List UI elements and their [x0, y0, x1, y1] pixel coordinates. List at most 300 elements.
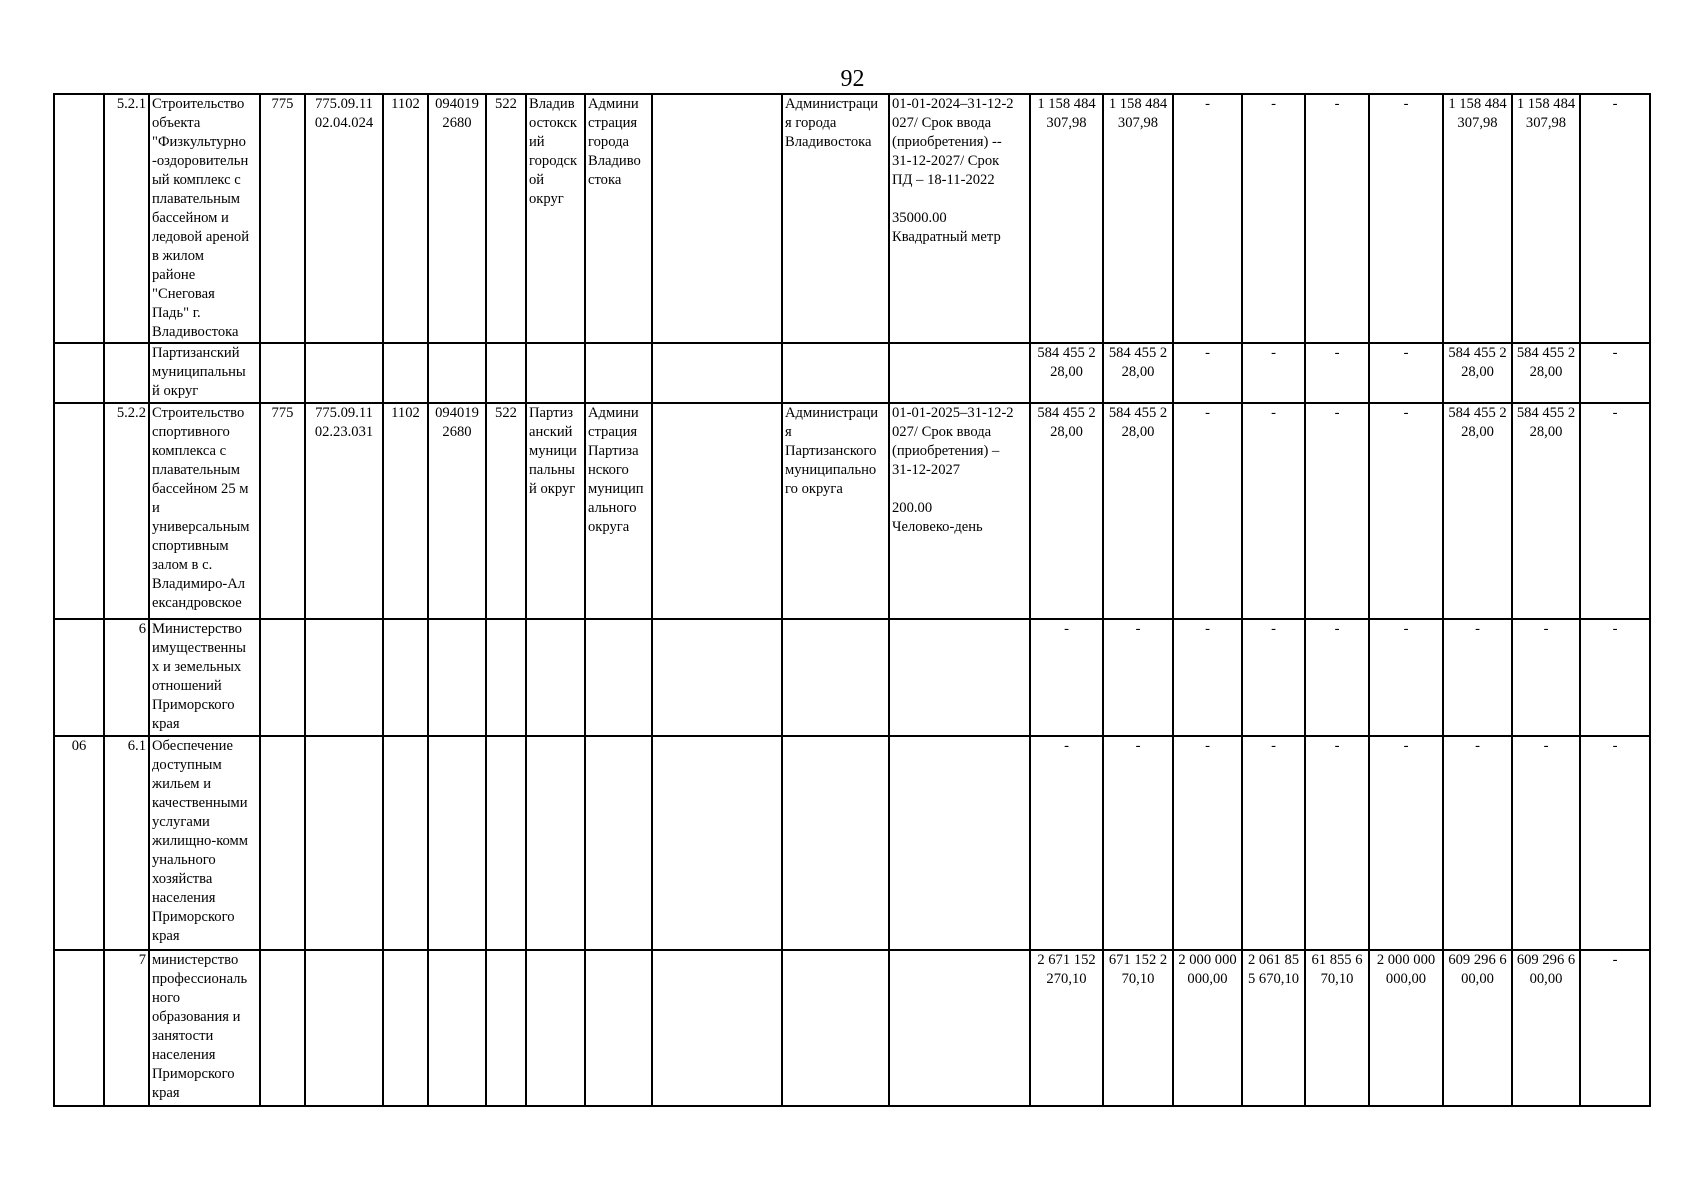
cell-line: ий: [529, 134, 545, 150]
cell-municipality: [526, 619, 585, 736]
cell-line: 000,00: [1187, 971, 1228, 987]
cell-line: ександровское: [152, 595, 242, 611]
cell-customer: [585, 619, 652, 736]
cell-line: 2680: [442, 424, 472, 440]
cell-customer: [585, 94, 652, 343]
cell-line: -: [1403, 96, 1409, 112]
cell-line: -: [1612, 345, 1618, 361]
cell-line: плавательным: [152, 191, 241, 207]
cell-line: -оздоровительн: [152, 153, 249, 169]
cell-line: хозяйства: [152, 871, 213, 887]
cell-name: [149, 94, 260, 343]
cell-amount-6: [1369, 736, 1443, 950]
cell-line: населения: [152, 890, 216, 906]
cell-line: анский: [529, 424, 573, 440]
cell-line: 094019: [435, 405, 479, 421]
cell-line: 1 158 484: [1516, 96, 1576, 112]
cell-line: 027/ Срок ввода: [892, 424, 992, 440]
cell-line: "Снеговая: [152, 286, 215, 302]
cell-csr-code: [428, 950, 486, 1106]
cell-csr-code: [428, 403, 486, 619]
cell-grbs-code: [260, 343, 305, 403]
table-row: [54, 94, 1650, 343]
cell-line: муницип: [588, 481, 644, 497]
cell-line: Приморского: [152, 697, 235, 713]
cell-line: я города: [785, 115, 837, 131]
cell-line: Строительство: [152, 96, 245, 112]
cell-line: Приморского: [152, 909, 235, 925]
cell-section-code: [54, 343, 104, 403]
cell-vr-code: [486, 343, 526, 403]
cell-municipality: [526, 736, 585, 950]
cell-line: -: [1403, 405, 1409, 421]
cell-line: "Физкультурно: [152, 134, 246, 150]
cell-line: 584 455 2: [1037, 405, 1096, 421]
cell-line: 28,00: [1461, 364, 1494, 380]
cell-line: 28,00: [1529, 364, 1563, 380]
cell-vr-code: [486, 950, 526, 1106]
cell-amount-9: [1580, 736, 1650, 950]
cell-line: и: [152, 500, 160, 516]
cell-line: муниципально: [785, 462, 877, 478]
cell-line: 671 152 2: [1108, 952, 1168, 968]
cell-amount-9: [1580, 403, 1650, 619]
cell-csr-code: [428, 619, 486, 736]
cell-line: 775.09.11: [315, 96, 373, 112]
cell-amount-9: [1580, 94, 1650, 343]
cell-amount-6: [1369, 343, 1443, 403]
cell-grbs-code: [260, 619, 305, 736]
cell-amount-6: [1369, 94, 1443, 343]
cell-amount-8: [1512, 403, 1580, 619]
cell-line: 2 061 85: [1247, 952, 1300, 968]
cell-line: края: [152, 928, 180, 944]
cell-deadlines-capacity: [889, 403, 1030, 619]
cell-line: 00,00: [1529, 971, 1563, 987]
cell-line: плавательным: [152, 462, 241, 478]
cell-line: х и земельных: [152, 659, 242, 675]
cell-amount-5: [1305, 94, 1369, 343]
cell-line: -: [1271, 405, 1276, 421]
cell-line: й округ: [529, 481, 576, 497]
cell-line: 2680: [442, 115, 472, 131]
cell-amount-8: [1512, 619, 1580, 736]
cell-vr-code: 522: [486, 403, 526, 619]
cell-amount-4: [1242, 736, 1305, 950]
cell-total-amount: [1030, 619, 1103, 736]
cell-name: [149, 950, 260, 1106]
cell-amount-8: [1512, 950, 1580, 1106]
cell-line: населения: [152, 1047, 216, 1063]
cell-item-number: 6: [104, 619, 149, 736]
cell-grbs-code: [260, 736, 305, 950]
cell-section-subsection: [383, 736, 428, 950]
table-row: [54, 343, 1650, 403]
cell-section-code: [54, 94, 104, 343]
cell-line: страция: [588, 115, 638, 131]
cell-column-11: [652, 950, 782, 1106]
cell-line: образования и: [152, 1009, 241, 1025]
cell-line: -: [1064, 621, 1069, 637]
cell-line: ой: [529, 172, 545, 188]
cell-line: -: [1403, 738, 1409, 754]
cell-line: (приобретения) –: [892, 443, 1000, 459]
page-number: 92: [840, 66, 865, 92]
cell-line: 584 455 2: [1108, 345, 1168, 361]
cell-line: Министерство: [152, 621, 242, 637]
cell-line: министерство: [152, 952, 239, 968]
cell-line: 01-01-2024–31-12-2: [892, 96, 1014, 112]
cell-line: й округ: [152, 383, 199, 399]
cell-amount-9: [1580, 619, 1650, 736]
cell-amount-2: [1103, 343, 1173, 403]
cell-line: районе: [152, 267, 196, 283]
cell-line: в жилом: [152, 248, 204, 264]
cell-line: округа: [588, 519, 630, 535]
cell-line: -: [1135, 738, 1141, 754]
cell-line: муници: [529, 443, 577, 459]
cell-line: 31-12-2027/ Срок: [892, 153, 1000, 169]
cell-section-code: 06: [54, 736, 104, 950]
cell-amount-3: [1173, 950, 1242, 1106]
cell-customer: [585, 950, 652, 1106]
cell-line: -: [1543, 621, 1549, 637]
cell-line: 775.09.11: [315, 405, 373, 421]
cell-total-amount: [1030, 94, 1103, 343]
table-row: [54, 403, 1650, 619]
cell-line: 609 296 6: [1516, 952, 1576, 968]
cell-target-article: [305, 94, 383, 343]
cell-line: 01-01-2025–31-12-2: [892, 405, 1014, 421]
cell-line: 2 671 152: [1037, 952, 1096, 968]
cell-item-number: 5.2.2: [104, 403, 149, 619]
cell-item-number: 7: [104, 950, 149, 1106]
cell-line: края: [152, 1085, 180, 1101]
cell-amount-5: [1305, 950, 1369, 1106]
cell-csr-code: [428, 343, 486, 403]
cell-amount-6: [1369, 950, 1443, 1106]
cell-line: 28,00: [1050, 364, 1083, 380]
cell-developer: [782, 94, 889, 343]
cell-line: услугами: [152, 814, 210, 830]
cell-column-11: [652, 343, 782, 403]
cell-municipality: [526, 94, 585, 343]
cell-line: 28,00: [1529, 424, 1563, 440]
cell-line: спортивного: [152, 424, 230, 440]
cell-deadlines-capacity: [889, 343, 1030, 403]
cell-line: -: [1475, 738, 1480, 754]
cell-line: занятости: [152, 1028, 214, 1044]
cell-line: 35000.00: [892, 210, 947, 226]
cell-amount-8: [1512, 94, 1580, 343]
cell-total-amount: [1030, 403, 1103, 619]
cell-line: профессиональ: [152, 971, 248, 987]
cell-line: -: [1271, 621, 1276, 637]
cell-section-subsection: [383, 343, 428, 403]
cell-line: ПД – 18-11-2022: [892, 172, 995, 188]
cell-amount-7: [1443, 343, 1512, 403]
cell-line: [892, 190, 1027, 209]
cell-line: -: [1205, 405, 1210, 421]
cell-amount-6: [1369, 619, 1443, 736]
cell-amount-4: [1242, 950, 1305, 1106]
cell-line: 28,00: [1121, 424, 1155, 440]
cell-developer: [782, 403, 889, 619]
cell-amount-2: [1103, 94, 1173, 343]
cell-amount-4: [1242, 94, 1305, 343]
cell-line: 1 158 484: [1448, 96, 1507, 112]
cell-line: отношений: [152, 678, 222, 694]
cell-line: ый комплекс с: [152, 172, 241, 188]
cell-municipality: [526, 403, 585, 619]
cell-amount-6: [1369, 403, 1443, 619]
cell-line: 28,00: [1050, 424, 1083, 440]
cell-section-subsection: [383, 950, 428, 1106]
cell-line: 584 455 2: [1448, 405, 1507, 421]
cell-line: остокск: [529, 115, 577, 131]
cell-line: муниципальны: [152, 364, 246, 380]
cell-line: унального: [152, 852, 216, 868]
cell-line: Администраци: [785, 96, 879, 112]
cell-amount-7: [1443, 950, 1512, 1106]
cell-amount-2: [1103, 950, 1173, 1106]
cell-line: 307,98: [1525, 115, 1567, 131]
cell-line: 000,00: [1385, 971, 1427, 987]
cell-section-code: [54, 619, 104, 736]
cell-amount-2: [1103, 403, 1173, 619]
cell-line: -: [1403, 345, 1409, 361]
cell-line: Владивостока: [785, 134, 872, 150]
cell-line: универсальным: [152, 519, 250, 535]
cell-amount-7: [1443, 619, 1512, 736]
cell-line: пальны: [529, 462, 575, 478]
cell-line: Админи: [588, 96, 639, 112]
cell-amount-3: [1173, 403, 1242, 619]
cell-total-amount: [1030, 736, 1103, 950]
cell-line: -: [1205, 96, 1210, 112]
cell-line: доступным: [152, 757, 222, 773]
cell-amount-8: [1512, 736, 1580, 950]
cell-line: 5 670,10: [1247, 971, 1300, 987]
cell-line: 70,10: [1121, 971, 1155, 987]
cell-line: Владимиро-Ал: [152, 576, 246, 592]
cell-line: Админи: [588, 405, 639, 421]
cell-target-article: [305, 736, 383, 950]
cell-line: 307,98: [1117, 115, 1159, 131]
cell-line: 2 000 000: [1376, 952, 1436, 968]
cell-section-subsection: 1102: [383, 94, 428, 343]
cell-line: 584 455 2: [1108, 405, 1168, 421]
cell-line: 28,00: [1121, 364, 1155, 380]
cell-line: страция: [588, 424, 638, 440]
cell-item-number: [104, 343, 149, 403]
cell-municipality: [526, 343, 585, 403]
cell-line: жильем и: [152, 776, 212, 792]
cell-line: края: [152, 716, 180, 732]
cell-line: -: [1205, 738, 1210, 754]
cell-amount-4: [1242, 403, 1305, 619]
cell-amount-2: [1103, 619, 1173, 736]
cell-developer: [782, 950, 889, 1106]
cell-deadlines-capacity: [889, 94, 1030, 343]
cell-line: 307,98: [1046, 115, 1087, 131]
cell-line: -: [1271, 96, 1276, 112]
cell-vr-code: [486, 619, 526, 736]
cell-line: 584 455 2: [1516, 345, 1576, 361]
cell-line: имущественны: [152, 640, 246, 656]
cell-line: -: [1612, 952, 1618, 968]
cell-line: 200.00: [892, 500, 933, 516]
cell-line: (приобретения) --: [892, 134, 1002, 150]
cell-line: бассейном и: [152, 210, 229, 226]
cell-vr-code: [486, 736, 526, 950]
cell-line: 307,98: [1457, 115, 1498, 131]
cell-line: 1 158 484: [1037, 96, 1096, 112]
cell-line: -: [1064, 738, 1069, 754]
cell-amount-5: [1305, 343, 1369, 403]
cell-line: 70,10: [1320, 971, 1354, 987]
cell-name: [149, 619, 260, 736]
cell-line: 094019: [435, 96, 479, 112]
cell-line: Партиз: [529, 405, 574, 421]
cell-deadlines-capacity: [889, 736, 1030, 950]
cell-amount-4: [1242, 343, 1305, 403]
cell-line: Обеспечение: [152, 738, 233, 754]
cell-item-number: 6.1: [104, 736, 149, 950]
cell-municipality: [526, 950, 585, 1106]
cell-grbs-code: 775: [260, 403, 305, 619]
cell-line: Падь" г.: [152, 305, 201, 321]
cell-line: 027/ Срок ввода: [892, 115, 992, 131]
cell-name: [149, 343, 260, 403]
cell-name: [149, 403, 260, 619]
cell-line: 270,10: [1046, 971, 1087, 987]
cell-developer: [782, 736, 889, 950]
cell-line: Владивостока: [152, 324, 239, 340]
cell-amount-3: [1173, 343, 1242, 403]
cell-line: 609 296 6: [1448, 952, 1507, 968]
cell-line: Приморского: [152, 1066, 235, 1082]
budget-table: [53, 93, 1651, 1107]
cell-line: -: [1612, 738, 1618, 754]
cell-line: 00,00: [1461, 971, 1494, 987]
cell-line: 1 158 484: [1108, 96, 1168, 112]
cell-line: бассейном 25 м: [152, 481, 249, 497]
cell-line: -: [1205, 621, 1210, 637]
cell-line: Владиво: [588, 153, 641, 169]
cell-amount-9: [1580, 343, 1650, 403]
cell-section-subsection: [383, 619, 428, 736]
cell-target-article: [305, 950, 383, 1106]
cell-line: [892, 480, 1027, 499]
cell-line: стока: [588, 172, 622, 188]
cell-grbs-code: 775: [260, 94, 305, 343]
cell-line: 584 455 2: [1037, 345, 1096, 361]
cell-line: -: [1334, 405, 1340, 421]
cell-customer: [585, 736, 652, 950]
cell-line: Партизанский: [152, 345, 240, 361]
cell-amount-5: [1305, 619, 1369, 736]
cell-amount-5: [1305, 736, 1369, 950]
cell-line: 28,00: [1461, 424, 1494, 440]
cell-line: -: [1205, 345, 1210, 361]
cell-column-11: [652, 94, 782, 343]
cell-line: -: [1612, 96, 1618, 112]
cell-line: Человеко-день: [892, 519, 983, 535]
cell-line: -: [1135, 621, 1141, 637]
cell-line: -: [1271, 738, 1276, 754]
cell-line: комплекса с: [152, 443, 227, 459]
cell-line: 31-12-2027: [892, 462, 961, 478]
cell-target-article: [305, 403, 383, 619]
cell-line: 02.04.024: [314, 115, 374, 131]
cell-vr-code: 522: [486, 94, 526, 343]
cell-line: ального: [588, 500, 637, 516]
cell-customer: [585, 343, 652, 403]
cell-line: Квадратный метр: [892, 229, 1001, 245]
cell-line: 584 455 2: [1448, 345, 1507, 361]
cell-amount-9: [1580, 950, 1650, 1106]
cell-line: -: [1612, 621, 1618, 637]
cell-developer: [782, 619, 889, 736]
cell-line: ного: [152, 990, 181, 1006]
cell-line: Владив: [529, 96, 575, 112]
cell-total-amount: [1030, 343, 1103, 403]
cell-customer: [585, 403, 652, 619]
cell-total-amount: [1030, 950, 1103, 1106]
cell-developer: [782, 343, 889, 403]
cell-target-article: [305, 343, 383, 403]
cell-deadlines-capacity: [889, 619, 1030, 736]
cell-section-code: [54, 403, 104, 619]
cell-line: нского: [588, 462, 629, 478]
cell-section-code: [54, 950, 104, 1106]
cell-amount-2: [1103, 736, 1173, 950]
cell-line: округ: [529, 191, 564, 207]
table-row: [54, 619, 1650, 736]
cell-line: объекта: [152, 115, 201, 131]
cell-line: 2 000 000: [1178, 952, 1237, 968]
cell-line: -: [1543, 738, 1549, 754]
cell-line: залом в с.: [152, 557, 213, 573]
cell-column-11: [652, 736, 782, 950]
cell-line: 584 455 2: [1516, 405, 1576, 421]
cell-line: -: [1334, 96, 1340, 112]
cell-line: -: [1334, 345, 1340, 361]
cell-line: -: [1334, 621, 1340, 637]
cell-column-11: [652, 403, 782, 619]
cell-line: Администраци: [785, 405, 879, 421]
cell-grbs-code: [260, 950, 305, 1106]
cell-amount-7: [1443, 403, 1512, 619]
cell-line: -: [1403, 621, 1409, 637]
cell-line: я: [785, 424, 792, 440]
cell-amount-7: [1443, 736, 1512, 950]
cell-amount-3: [1173, 736, 1242, 950]
table-row: [54, 950, 1650, 1106]
cell-line: городск: [529, 153, 578, 169]
cell-line: -: [1271, 345, 1276, 361]
table-row: [54, 736, 1650, 950]
cell-line: жилищно-комм: [152, 833, 249, 849]
cell-line: го округа: [785, 481, 843, 497]
cell-line: Строительство: [152, 405, 245, 421]
cell-section-subsection: 1102: [383, 403, 428, 619]
cell-line: -: [1475, 621, 1480, 637]
cell-csr-code: [428, 736, 486, 950]
cell-line: 02.23.031: [314, 424, 374, 440]
cell-csr-code: [428, 94, 486, 343]
